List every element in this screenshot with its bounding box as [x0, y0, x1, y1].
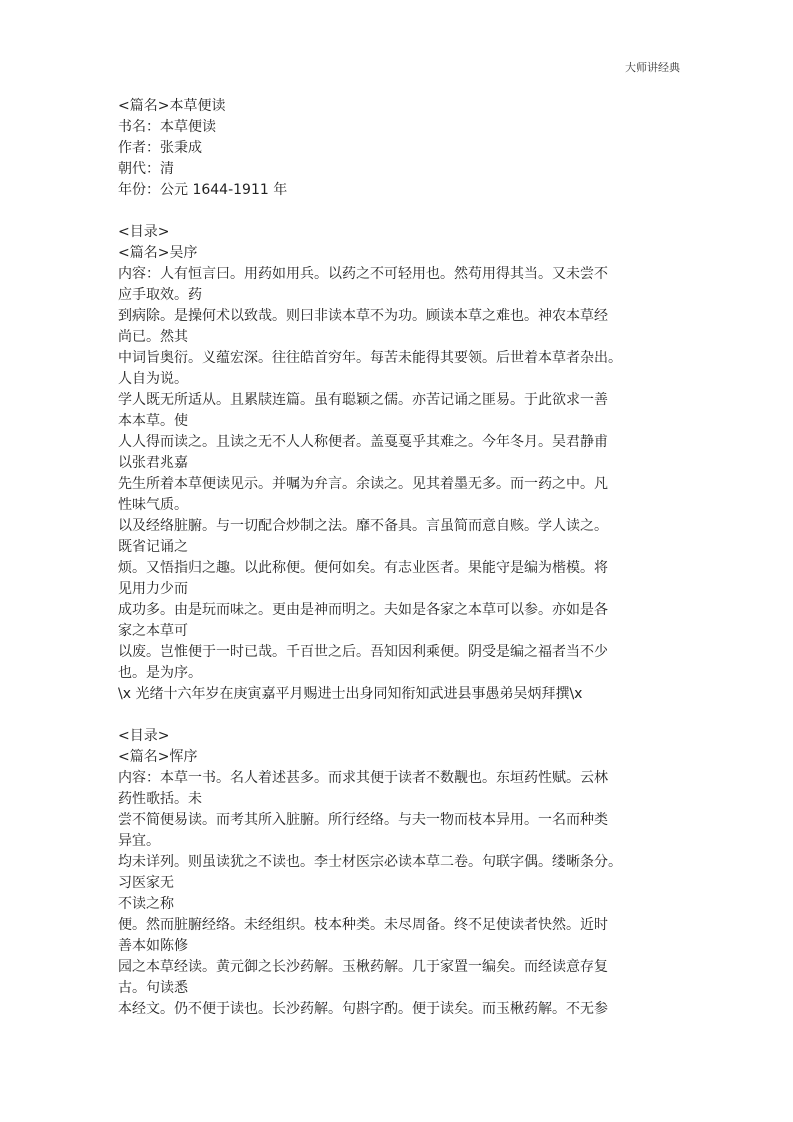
book-name: 书名：本草便读	[118, 119, 216, 135]
text-line: 家之本草可	[118, 623, 188, 639]
text-line: 人自为说。	[118, 371, 188, 387]
toc-marker: <目录>	[118, 224, 170, 240]
text-line: 习医家无	[118, 875, 174, 891]
text-line: 烦。又悟指归之趣。以此称便。便何如矣。有志业医者。果能守是编为楷模。将	[118, 560, 608, 576]
text-line: 人人得而读之。且读之无不人人称便者。盖戛戛乎其难之。今年冬月。吴君静甫	[118, 434, 608, 450]
text-line: 性味气质。	[118, 497, 188, 513]
text-line: 成功多。由是玩而味之。更由是神而明之。夫如是各家之本草可以参。亦如是各	[118, 602, 608, 618]
section-yun-preface	[118, 726, 683, 1020]
text-line: 均未详列。则虽读犹之不读也。李士材医宗必读本草二卷。句联字偶。缕晰条分。	[118, 854, 622, 870]
section-wu-preface	[118, 222, 683, 705]
text-line: 尝不简便易读。而考其所入脏腑。所行经络。与夫一物而枝本异用。一名而种类	[118, 812, 608, 828]
text-line: 便。然而脏腑经络。未经组织。枝本种类。未尽周备。终不足使读者快然。近时	[118, 917, 608, 933]
text-line: 学人既无所适从。且累牍连篇。虽有聪颖之儒。亦苦记诵之匪易。于此欲求一善	[118, 392, 608, 408]
text-line: 尚已。然其	[118, 329, 188, 345]
spacer	[118, 705, 683, 726]
text-line: 见用力少而	[118, 581, 188, 597]
text-line: 既省记诵之	[118, 539, 188, 555]
section-title: <篇名>吴序	[118, 245, 198, 261]
text-line: 也。是为序。	[118, 665, 202, 681]
spacer	[118, 201, 683, 222]
text-line: 以张君兆嘉	[118, 455, 188, 471]
text-line: 内容：本草一书。名人着述甚多。而求其便于读者不数觏也。东垣药性赋。云林	[118, 770, 608, 786]
text-line: 内容：人有恒言曰。用药如用兵。以药之不可轻用也。然苟用得其当。又未尝不	[118, 266, 608, 282]
text-line: 不读之称	[118, 896, 174, 912]
text-line: 到病除。是操何术以致哉。则曰非读本草不为功。顾读本草之难也。神农本草经	[118, 308, 608, 324]
text-line: 应手取效。药	[118, 287, 202, 303]
author: 作者：张秉成	[118, 140, 202, 156]
text-line: 先生所着本草便读见示。并嘱为弁言。余读之。见其着墨无多。而一药之中。凡	[118, 476, 608, 492]
signature-line: \x 光绪十六年岁在庚寅嘉平月赐进士出身同知衔知武进县事愚弟吴炳拜撰\x	[118, 686, 583, 702]
text-line: 善本如陈修	[118, 938, 188, 954]
toc-marker: <目录>	[118, 728, 170, 744]
text-line: 园之本草经读。黄元御之长沙药解。玉楸药解。几于家置一编矣。而经读意存复	[118, 959, 608, 975]
section-title: <篇名>恽序	[118, 749, 198, 765]
years: 年份：公元 1644-1911 年	[118, 182, 288, 198]
text-line: 以及经络脏腑。与一切配合炒制之法。靡不备具。言虽简而意自赅。学人读之。	[118, 518, 608, 534]
text-line: 本本草。使	[118, 413, 188, 429]
chapter-title: <篇名>本草便读	[118, 98, 226, 114]
text-line: 药性歌括。未	[118, 791, 202, 807]
text-line: 中词旨奥衍。义蕴宏深。往往皓首穷年。每苦未能得其要领。后世着本草者杂出。	[118, 350, 622, 366]
document-body	[118, 96, 683, 1020]
text-line: 以废。岂惟便于一时已哉。千百世之后。吾知因利乘便。阴受是编之福者当不少	[118, 644, 608, 660]
text-line: 本经文。仍不便于读也。长沙药解。句斟字酌。便于读矣。而玉楸药解。不无参	[118, 1001, 608, 1017]
text-line: 异宜。	[118, 833, 160, 849]
page-header: 大师讲经典	[625, 61, 680, 74]
dynasty: 朝代：清	[118, 161, 174, 177]
text-line: 古。句读悉	[118, 980, 188, 996]
